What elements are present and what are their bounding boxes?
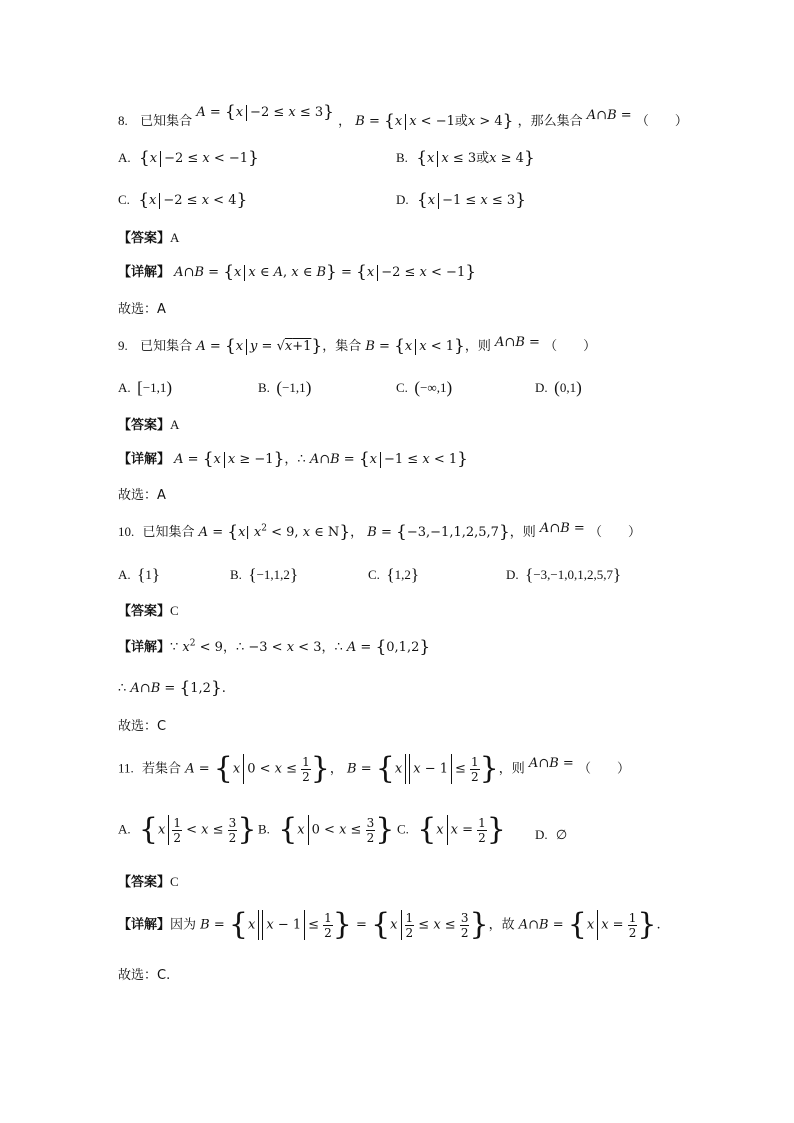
answer-label: 【答案】 <box>118 604 171 619</box>
question-8-option-a[interactable]: A. {x −2 ≤ x < −1} <box>118 148 259 168</box>
intersection-ask: A∩B = <box>586 108 632 123</box>
question-11-choose: 故选：C. <box>118 968 171 983</box>
question-9-option-c[interactable]: C. (−∞,1) <box>396 378 453 397</box>
set-a-expression: A = {x −2 ≤ x ≤ 3} <box>196 102 334 122</box>
question-9-detail: 【详解】 A = {x x ≥ −1}，∴ A∩B = {x −1 ≤ x < 1} <box>118 449 468 469</box>
answer-label: 【答案】 <box>118 875 171 890</box>
answer-value: C <box>170 874 179 889</box>
question-9-option-d[interactable]: D. (0,1) <box>535 378 582 397</box>
answer-value: A <box>170 417 180 432</box>
question-11-detail: 【详解】因为 B = {x x − 1 ≤ $\frac{1}{2}$ } = {x $\frac{1}{2}$ ≤ x ≤ $\frac{3}{2}$ }，故 A∩B = {x x = $\frac{1}{2}$ }. <box>118 907 661 942</box>
question-10-option-a[interactable]: A. {1} <box>118 565 160 584</box>
stem-text: 已知集合 <box>140 114 193 129</box>
question-9-stem: 9. 已知集合 A = {x y = √x+1}，集合 B = {x x < 1}，则 A∩B = （ ） <box>118 335 597 356</box>
question-number: 9. <box>118 338 128 353</box>
question-10-option-c[interactable]: C. {1,2} <box>368 565 420 584</box>
question-number: 8. <box>118 113 128 128</box>
answer-value: A <box>170 230 180 245</box>
question-11-answer <box>118 875 179 889</box>
question-10-stem: 10. 已知集合 A = {x| $x^2 < 9$, x ∈ N}， B = {−3,−1,1,2,5,7}，则 A∩B = （ ） <box>118 521 641 542</box>
question-8-detail: 【详解】 A∩B = {x x ∈ A, x ∈ B} = {x −2 ≤ x < −1} <box>118 262 477 282</box>
detail-label: 【详解】 <box>118 452 171 467</box>
question-10-detail-2: ∴ A∩B = {1,2}. <box>118 678 226 698</box>
question-11-option-d[interactable]: D. ∅ <box>535 827 568 843</box>
question-10-detail: 【详解】∵ $x^2 < 9$，∴ −3 < x < 3，∴ A = {0,1,2} <box>118 637 431 657</box>
question-8-answer <box>118 231 179 245</box>
question-8-option-d[interactable]: D. {x −1 ≤ x ≤ 3} <box>396 190 527 210</box>
question-number: 11. <box>118 760 134 776</box>
question-9-option-b[interactable]: B. (−1,1) <box>258 378 312 397</box>
question-11-option-a[interactable]: A. {x $\frac{1}{2}$ < x ≤ $\frac{3}{2}$ } <box>118 812 257 847</box>
answer-value: C <box>170 603 179 618</box>
question-10-option-b[interactable]: B. {−1,1,2} <box>230 565 299 584</box>
question-9-option-a[interactable]: A. [−1,1) <box>118 378 173 397</box>
question-9-answer <box>118 418 179 432</box>
question-10-choose: 故选：C <box>118 719 167 734</box>
question-10-option-d[interactable]: D. {−3,−1,0,1,2,5,7} <box>506 565 622 584</box>
detail-label: 【详解】 <box>118 265 171 280</box>
question-11-option-b[interactable]: B. {x 0 < x ≤ $\frac{3}{2}$ } <box>258 812 395 847</box>
question-10-answer <box>118 604 179 618</box>
question-11-option-c[interactable]: C. {x x = $\frac{1}{2}$ } <box>397 812 506 847</box>
question-8-option-b[interactable]: B. {x x ≤ 3或x ≥ 4} <box>396 148 535 168</box>
answer-label: 【答案】 <box>118 418 171 433</box>
question-8-stem: 8. 已知集合 A = {x −2 ≤ x ≤ 3} ， B = {x x < −1或x > 4} ，那么集合 A∩B = （ ） <box>118 102 688 131</box>
question-11-stem: 11. 若集合 A = {x 0 < x ≤ $\frac{1}{2}$ }， B = {x x − 1 ≤ $\frac{1}{2}$ }，则 A∩B = （ ） <box>118 751 630 786</box>
answer-label: 【答案】 <box>118 231 171 246</box>
set-b-expression: B = {x x < −1或x > 4} <box>355 111 514 131</box>
detail-label: 【详解】 <box>118 640 171 655</box>
question-9-choose: 故选：A <box>118 488 166 503</box>
question-8-option-c[interactable]: C. {x −2 ≤ x < 4} <box>118 190 248 210</box>
detail-label: 【详解】 <box>118 917 171 933</box>
question-8-choose: 故选：A <box>118 302 166 317</box>
question-number: 10. <box>118 524 135 539</box>
